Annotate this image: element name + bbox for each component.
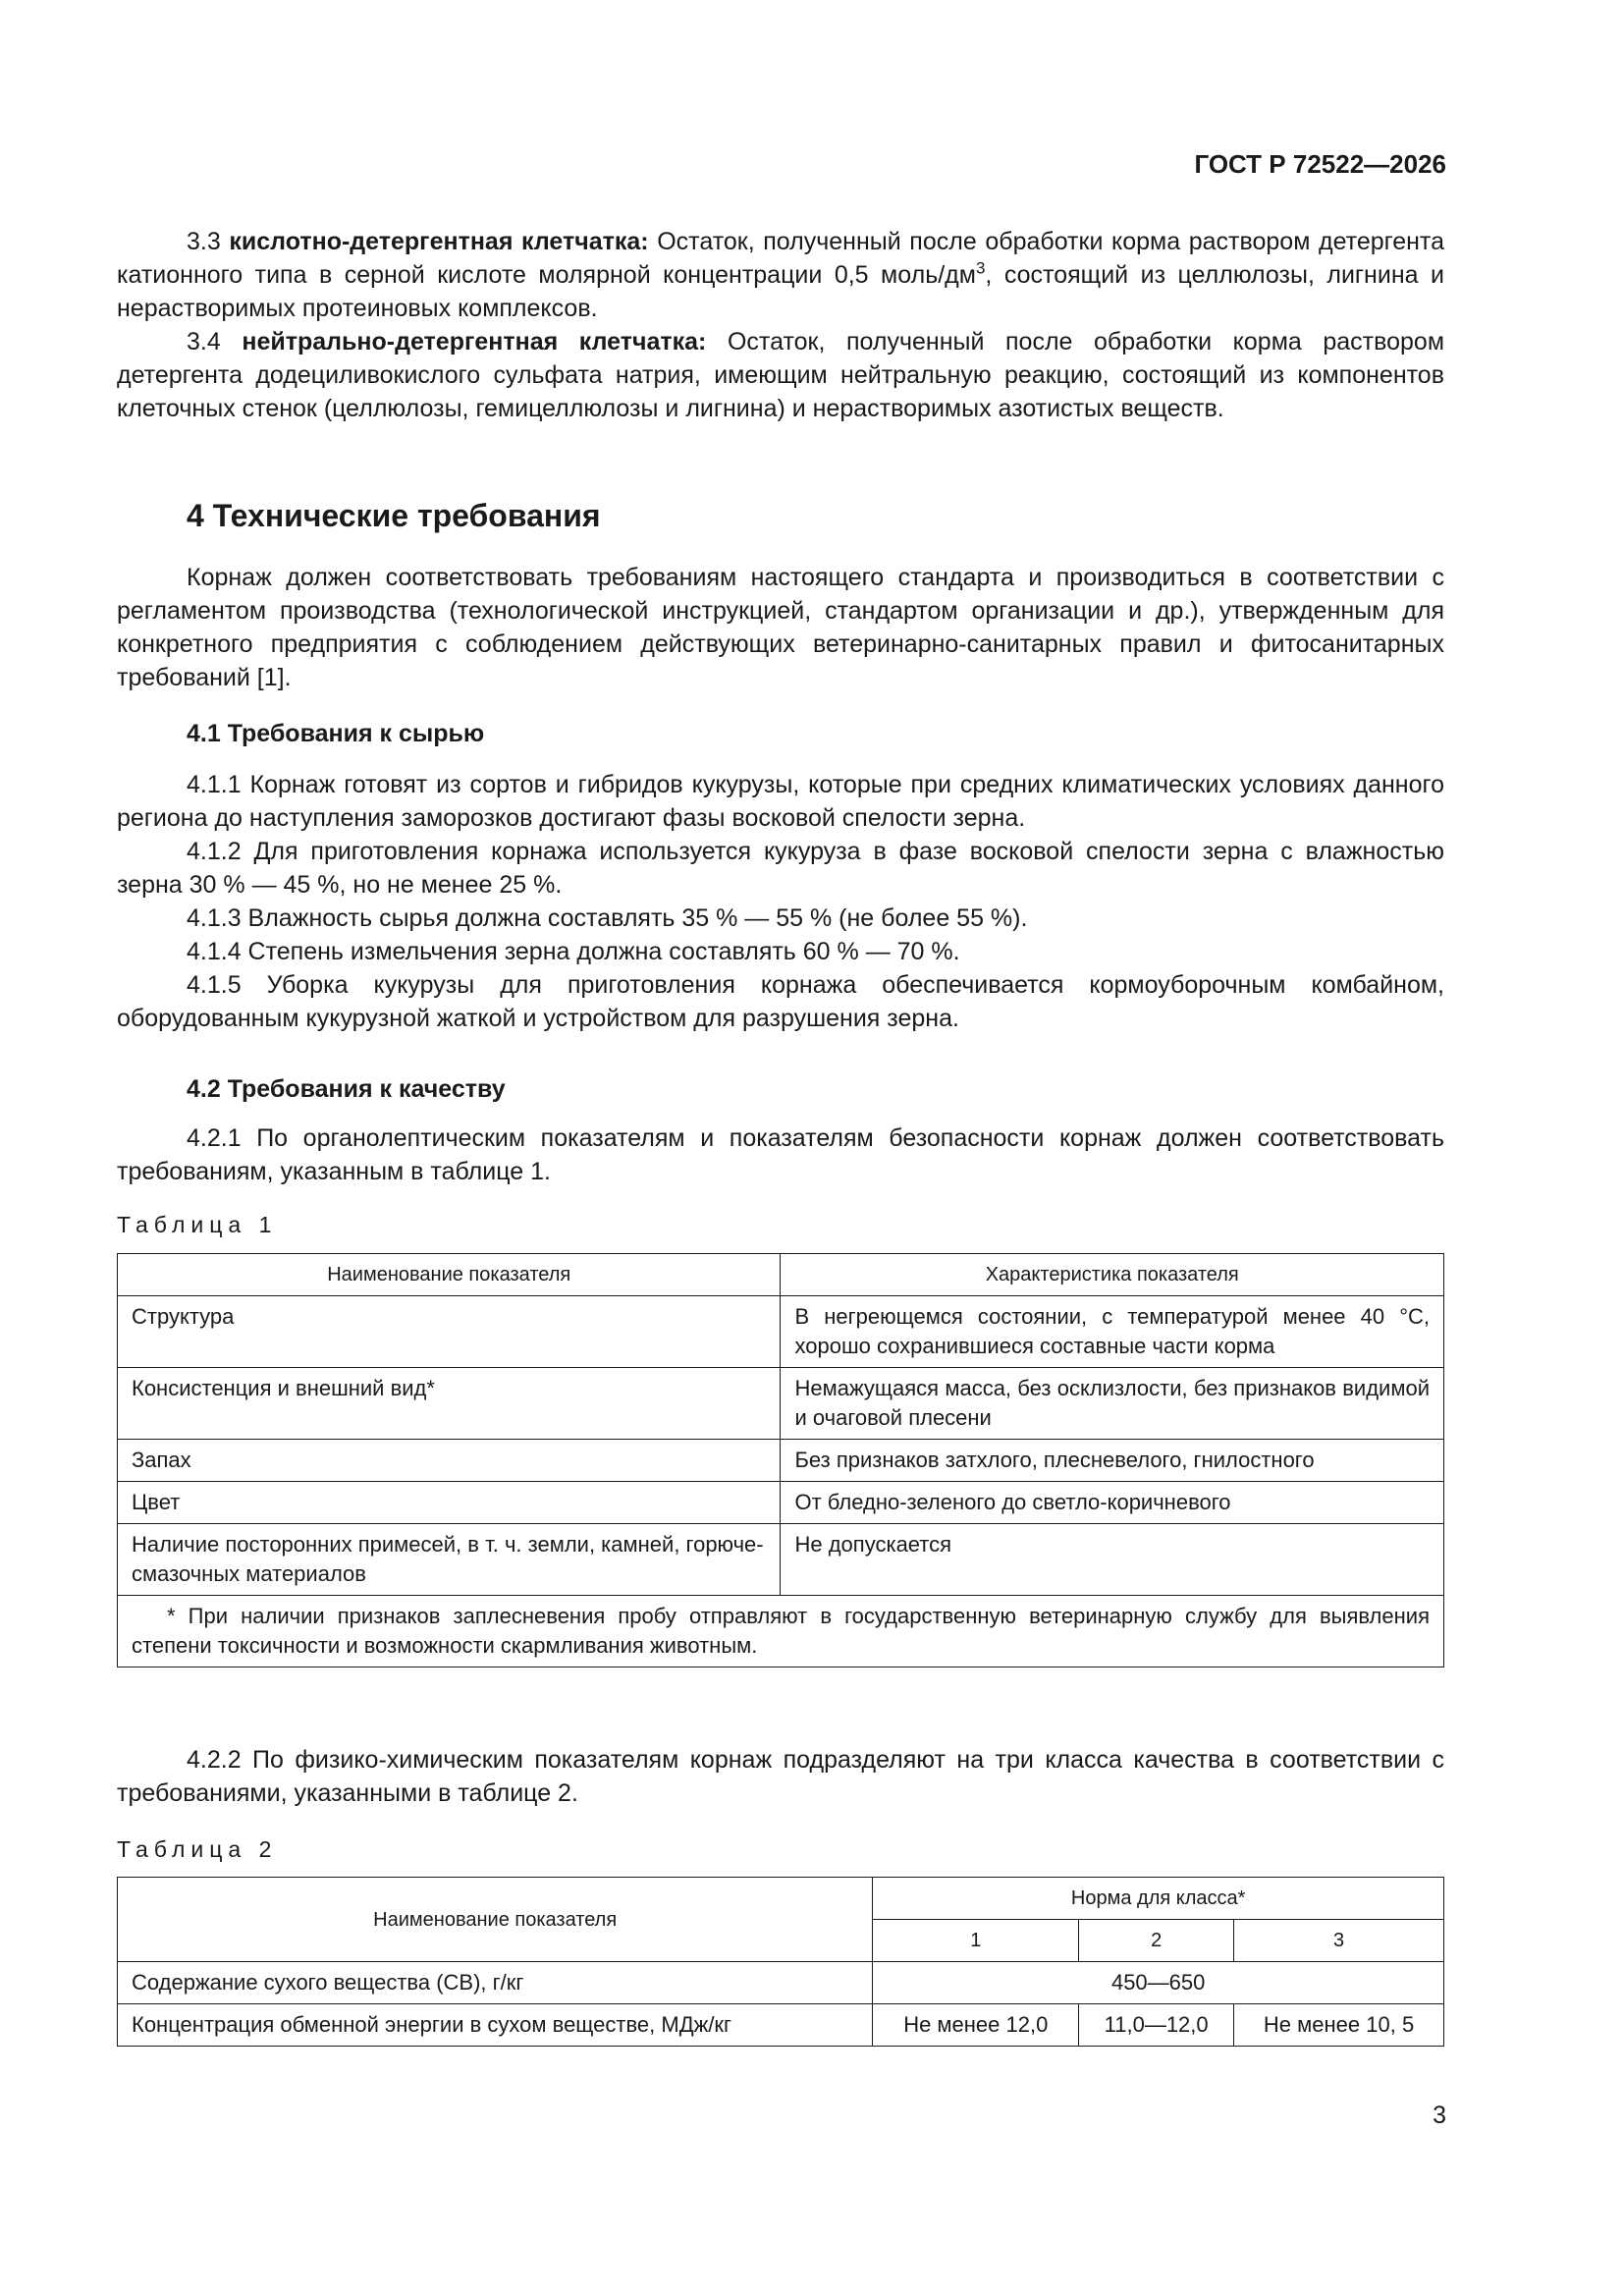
table-row: Запах Без признаков затхлого, плесневелого, гнилостного: [118, 1440, 1444, 1482]
table-row: Структура В негреющемся состоянии, с температурой менее 40 °С, хорошо сохранившиеся составные части корма: [118, 1296, 1444, 1368]
definitions: [117, 225, 1444, 425]
table-header-row: [118, 1254, 1444, 1296]
table-header-row: [118, 1878, 1444, 1920]
term: кислотно-детергентная клетчатка:: [229, 228, 649, 255]
section-4-intro: Корнаж должен соответствовать требованиям настоящего стандарта и производиться в соответствии с регламентом производства (технологической инструкцией, стандартом организации и др.), утвержденным для конкретного предприятия с соблюдением действующих ветеринарно-санитарных правил и фитосанитарных требований [1].: [117, 564, 1444, 691]
table-note: * При наличии признаков заплесневения пробу отправляют в государственную ветеринарную службу для выявления степени токсичности и возможности скармливания животным.: [118, 1596, 1444, 1667]
subsection-title: 4.1 Требования к сырью: [187, 720, 485, 747]
column-header: Наименование показателя: [118, 1254, 781, 1296]
table-1: [117, 1253, 1444, 1667]
table-row: Цвет От бледно-зеленого до светло-коричневого: [118, 1482, 1444, 1524]
subsection-4-1: [117, 717, 1444, 750]
table-note-row: [118, 1596, 1444, 1667]
subsection-4-2-p2: 4.2.2 По физико-химическим показателям корнаж подразделяют на три класса качества в соответствии с требованиями, указанными в таблице 2.: [117, 1746, 1444, 1807]
section-title: 4 Технические требования: [187, 498, 601, 533]
section-4: [117, 499, 1444, 532]
list-item: 4.1.3 Влажность сырья должна составлять 35 % — 55 % (не более 55 %).: [187, 904, 1028, 932]
subsection-4-2: [117, 1072, 1444, 1106]
term: нейтрально-детергентная клетчатка:: [242, 328, 707, 355]
subsection-4-1-items: [117, 768, 1444, 1035]
subsection-4-2-p1: 4.2.1 По органолептическим показателям и показателям безопасности корнаж должен соответствовать требованиям, указанным в таблице 1.: [117, 1124, 1444, 1185]
column-header: Характеристика показателя: [781, 1254, 1444, 1296]
table-row: Содержание сухого вещества (СВ), г/кг 450—650: [118, 1962, 1444, 2004]
table-row: Консистенция и внешний вид* Немажущаяся масса, без осклизлости, без признаков видимой и очаговой плесени: [118, 1368, 1444, 1440]
class-header: 3: [1234, 1920, 1444, 1962]
column-header: Наименование показателя: [118, 1878, 873, 1962]
table-row: Концентрация обменной энергии в сухом веществе, МДж/кг Не менее 12,0 11,0—12,0 Не менее 10, 5: [118, 2004, 1444, 2047]
definition-3-3: 3.3 кислотно-детергентная клетчатка: Остаток, полученный после обработки корма раствором детергента катионного типа в серной кислоте молярной концентрации 0,5 моль/$дм^3$, состоящий из целлюлозы, лигнина и нерастворимых протеиновых комплексов.: [117, 228, 1444, 322]
list-item: 4.1.4 Степень измельчения зерна должна составлять 60 % — 70 %.: [187, 938, 960, 965]
table-2-caption: Таблица 2: [117, 1836, 278, 1862]
class-header: 1: [873, 1920, 1079, 1962]
table-row: Наличие посторонних примесей, в т. ч. земли, камней, горюче-смазочных материалов Не допускается: [118, 1524, 1444, 1596]
subsection-title: 4.2 Требования к качеству: [187, 1075, 506, 1103]
table-1-caption: Таблица 1: [117, 1212, 278, 1237]
definition-3-4: 3.4 нейтрально-детергентная клетчатка: Остаток, полученный после обработки корма раствором детергента додециливокислого сульфата натрия, имеющим нейтральную реакцию, состоящий из компонентов клеточных стенок (целлюлозы, гемицеллюлозы и лигнина) и нерастворимых азотистых веществ.: [117, 328, 1445, 422]
page-number: 3: [1433, 2102, 1446, 2129]
list-item: 4.1.2 Для приготовления корнажа используется кукуруза в фазе восковой спелости зерна с влажностью зерна 30 % — 45 %, но не менее 25 %.: [117, 838, 1444, 899]
column-header: Норма для класса*: [873, 1878, 1444, 1920]
list-item: 4.1.5 Уборка кукурузы для приготовления корнажа обеспечивается кормоуборочным комбайном, оборудованным кукурузной жаткой и устройством для разрушения зерна.: [117, 971, 1444, 1032]
document-id: ГОСТ Р 72522—2026: [1194, 149, 1446, 179]
table-2: [117, 1877, 1444, 2047]
class-header: 2: [1079, 1920, 1234, 1962]
list-item: 4.1.1 Корнаж готовят из сортов и гибридов кукурузы, которые при средних климатических условиях данного региона до наступления заморозков достигают фазы восковой спелости зерна.: [117, 771, 1444, 832]
